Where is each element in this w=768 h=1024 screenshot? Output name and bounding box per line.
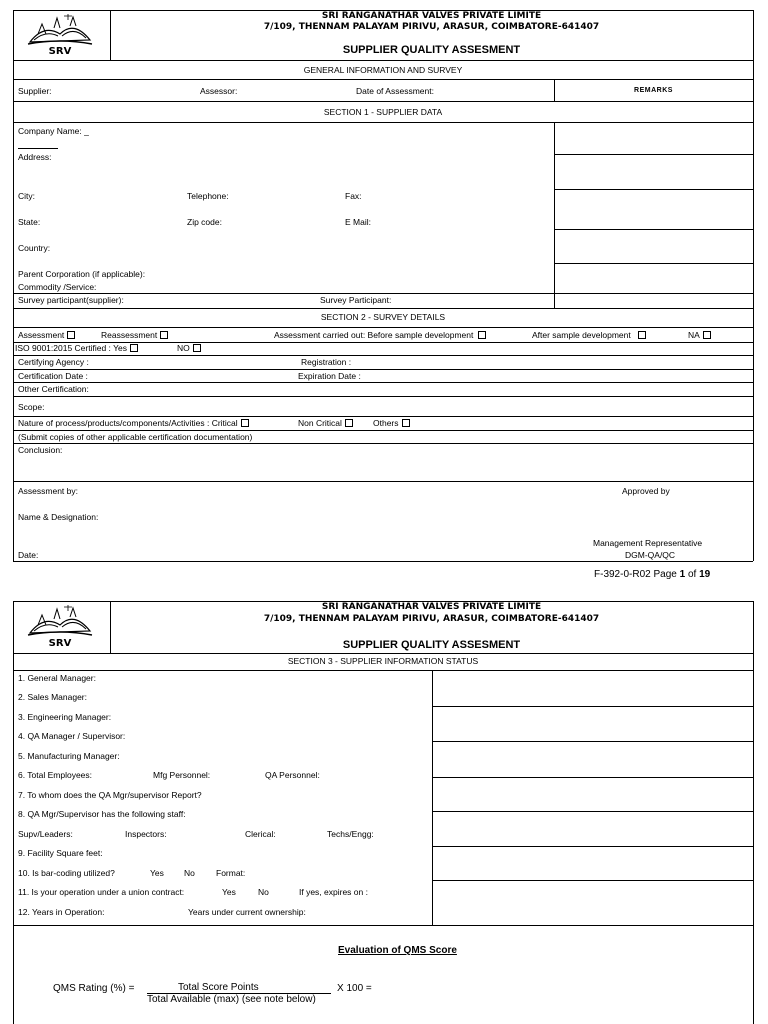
footer-code: F-392-0-R02 Page [594,569,680,580]
conclusion-label: Conclusion: [18,445,63,455]
years-operation-label: 12. Years in Operation: [18,907,105,917]
engineering-manager-label: 3. Engineering Manager: [18,712,112,722]
assessor-label: Assessor: [200,86,238,96]
iso-no-label: NO [177,343,190,353]
na-label: NA [688,330,700,340]
reassessment-label: Reassessment [101,330,158,340]
total-available-label: Total Available (max) (see note below) [147,994,316,1005]
total-employees-label: 6. Total Employees: [18,770,93,780]
clerical-label: Clerical: [245,829,276,839]
qa-report-label: 7. To whom does the QA Mgr/supervisor Report? [18,790,202,800]
general-manager-label: 1. General Manager: [18,673,96,683]
total-score-label: Total Score Points [178,982,259,993]
approved-by-label: Approved by [622,486,670,496]
format-label: Format: [216,868,246,878]
company-logo-2 [24,603,96,651]
section-1-heading: SECTION 1 - SUPPLIER DATA [323,107,443,117]
assessment-checkbox[interactable] [67,331,75,339]
city-label: City: [18,191,35,201]
others-option [373,418,410,429]
company-name-label: Company Name: _ [18,126,89,136]
logo-emblem [24,12,96,48]
techs-engg-label: Techs/Engg: [327,829,374,839]
supplier-label: Supplier: [18,86,52,96]
scope-label: Scope: [18,402,45,412]
supv-leaders-label: Supv/Leaders: [18,829,73,839]
assessment-option [18,330,75,341]
company-address: 7/109, THENNAM PALAYAM PIRIVU, ARASUR, COIMBATORE-641407 [263,22,600,32]
after-sample-option [532,330,646,341]
certifying-agency-label: Certifying Agency : [18,357,89,367]
country-label: Country: [18,243,51,253]
years-ownership-label: Years under current ownership: [188,907,306,917]
sales-manager-label: 2. Sales Manager: [18,692,87,702]
dgm-label: DGM-QA/QC [625,550,676,560]
section-2-heading: SECTION 2 - SURVEY DETAILS [320,312,446,322]
qa-manager-label: 4. QA Manager / Supervisor: [18,731,126,741]
registration-label: Registration : [301,357,352,367]
iso-no-option [177,343,201,354]
mfg-personnel-label: Mfg Personnel: [153,770,211,780]
after-sample-label: After sample development [532,330,631,340]
iso-option [15,343,138,354]
document-title: SUPPLIER QUALITY ASSESMENT [342,639,521,651]
before-sample-checkbox[interactable] [478,331,486,339]
survey-participant-supplier-label: Survey participant(supplier): [18,295,124,305]
critical-checkbox[interactable] [241,419,249,427]
na-option [688,330,711,341]
assessment-label: Assessment [18,330,65,340]
telephone-label: Telephone: [187,191,229,201]
iso-label: ISO 9001:2015 Certified : Yes [15,343,127,353]
reassessment-option [101,330,168,341]
non-critical-checkbox[interactable] [345,419,353,427]
barcoding-no-label: No [184,868,195,878]
footer-of: of [685,569,700,580]
date-label: Date: [18,550,39,560]
others-checkbox[interactable] [402,419,410,427]
footer-page-number: 1 [679,569,686,580]
nature-label: Nature of process/products/components/Activities : Critical [18,418,238,428]
before-sample-option [274,330,486,341]
non-critical-label: Non Critical [298,418,342,428]
company-address: 7/109, THENNAM PALAYAM PIRIVU, ARASUR, COIMBATORE-641407 [263,614,600,624]
remarks-heading: REMARKS [634,87,673,94]
section-3-heading: SECTION 3 - SUPPLIER INFORMATION STATUS [287,656,479,666]
facility-label: 9. Facility Square feet: [18,848,103,858]
manufacturing-manager-label: 5. Manufacturing Manager: [18,751,120,761]
date-of-assessment-label: Date of Assessment: [356,86,434,96]
after-sample-checkbox[interactable] [638,331,646,339]
submit-copies-note: (Submit copies of other applicable certification documentation) [18,432,253,442]
other-certification-label: Other Certification: [18,384,89,394]
reassessment-checkbox[interactable] [160,331,168,339]
zip-label: Zip code: [187,217,222,227]
general-info-heading: GENERAL INFORMATION AND SURVEY [303,65,463,75]
management-representative-label: Management Representative [593,538,703,548]
fax-label: Fax: [345,191,362,201]
state-label: State: [18,217,41,227]
commodity-label: Commodity /Service: [18,282,97,292]
qa-staff-label: 8. QA Mgr/Supervisor has the following staff: [18,809,186,819]
document-title: SUPPLIER QUALITY ASSESMENT [342,44,521,56]
iso-no-checkbox[interactable] [193,344,201,352]
union-expires-label: If yes, expires on : [299,887,368,897]
company-logo [24,12,96,58]
company-name: SRI RANGANATHAR VALVES PRIVATE LIMITE [321,11,542,21]
times-100-label: X 100 = [337,983,372,994]
inspectors-label: Inspectors: [125,829,167,839]
union-yes-label: Yes [222,887,236,897]
page-footer [594,568,710,581]
certification-date-label: Certification Date : [18,371,88,381]
expiration-date-label: Expiration Date : [298,371,361,381]
qms-rating-label: QMS Rating (%) = [53,983,135,994]
union-no-label: No [258,887,269,897]
evaluation-title: Evaluation of QMS Score [338,945,457,956]
na-checkbox[interactable] [703,331,711,339]
union-label: 11. Is your operation under a union contract: [18,887,185,897]
logo-text: SRV [48,46,72,57]
footer-page-total: 19 [699,569,711,580]
barcoding-yes-label: Yes [150,868,164,878]
address-label: Address: [18,152,52,162]
nature-critical-option [18,418,249,429]
non-critical-option [298,418,353,429]
qa-personnel-label: QA Personnel: [265,770,320,780]
parent-corp-label: Parent Corporation (if applicable): [18,269,146,279]
email-label: E Mail: [345,217,371,227]
survey-participant-label: Survey Participant: [320,295,392,305]
logo-emblem [24,603,96,639]
others-label: Others [373,418,399,428]
assessment-by-label: Assessment by: [18,486,78,496]
name-designation-label: Name & Designation: [18,512,99,522]
iso-yes-checkbox[interactable] [130,344,138,352]
carried-out-label: Assessment carried out: Before sample development [274,330,474,340]
logo-text: SRV [48,638,72,649]
company-name: SRI RANGANATHAR VALVES PRIVATE LIMITE [321,602,542,612]
barcoding-label: 10. Is bar-coding utilized? [18,868,115,878]
